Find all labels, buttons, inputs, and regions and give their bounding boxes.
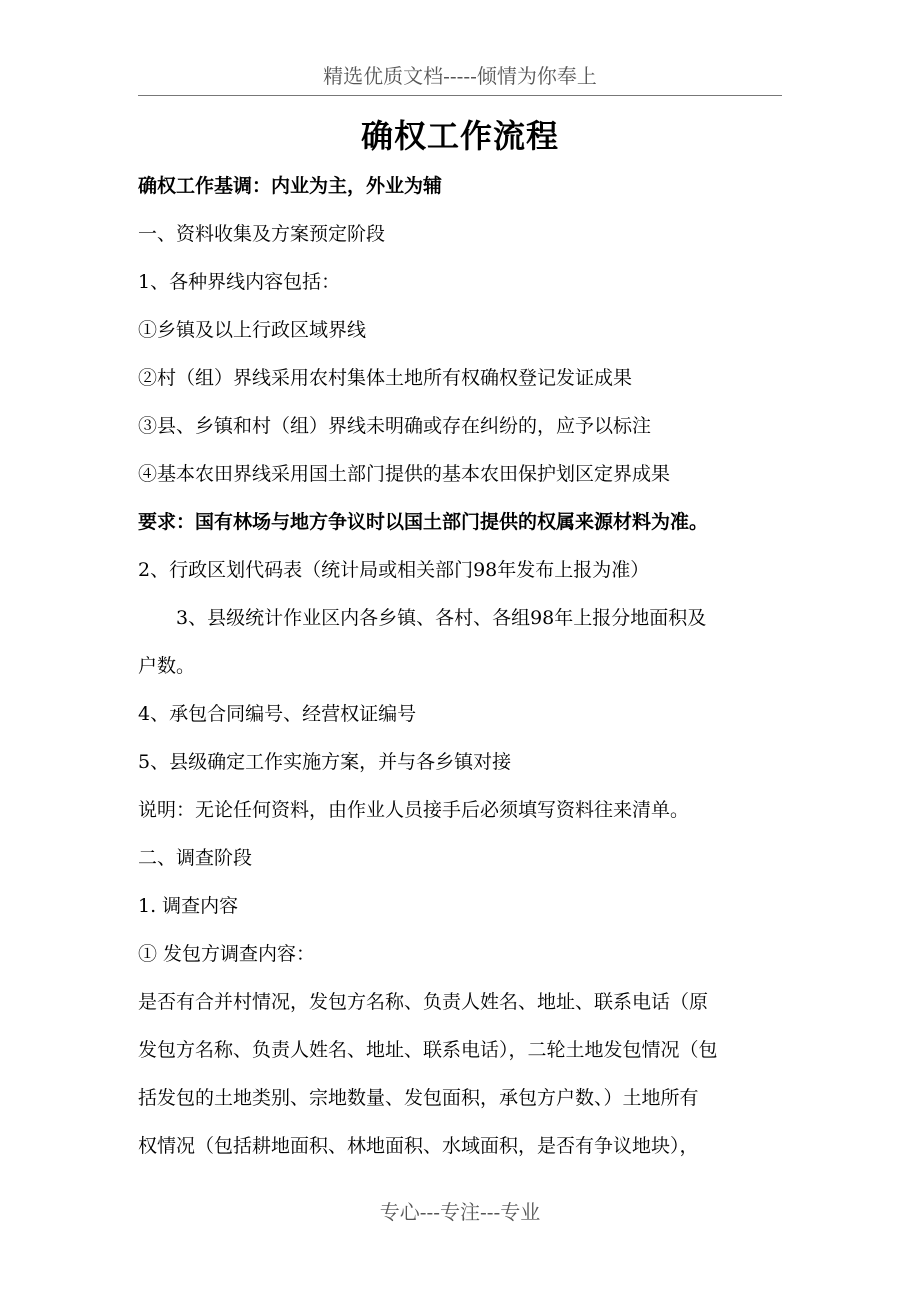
document-title: 确权工作流程: [360, 117, 559, 155]
tone-statement: 确权工作基调：内业为主，外业为辅: [138, 175, 443, 197]
note-statement: 说明：无论任何资料，由作业人员接手后必须填写资料往来清单。: [138, 799, 690, 821]
requirement-statement: 要求：国有林场与地方争议时以国土部门提供的权属来源材料为准。: [138, 511, 709, 533]
subsection-heading: 1. 调查内容: [138, 895, 239, 917]
list-item: 4、承包合同编号、经营权证编号: [138, 703, 417, 725]
paragraph-line: 发包方名称、负责人姓名、地址、联系电话），二轮土地发包情况（包: [138, 1039, 718, 1061]
paragraph-line: 是否有合并村情况，发包方名称、负责人姓名、地址、联系电话（原: [138, 991, 709, 1013]
list-item: ②村（组）界线采用农村集体土地所有权确权登记发证成果: [138, 367, 633, 389]
list-item: 2、行政区划代码表（统计局或相关部门98年发布上报为准）: [138, 559, 650, 581]
section-heading-1: 一、资料收集及方案预定阶段: [138, 223, 386, 245]
paragraph-line: 户数。: [138, 655, 196, 677]
list-item: ①乡镇及以上行政区域界线: [138, 319, 367, 341]
page-footer: 专心---专注---专业: [379, 1200, 541, 1224]
list-item: ③县、乡镇和村（组）界线未明确或存在纠纷的，应予以标注: [138, 415, 652, 437]
header-divider: [138, 95, 782, 96]
page-header: 精选优质文档-----倾情为你奉上: [323, 64, 597, 88]
list-item: 5、县级确定工作实施方案，并与各乡镇对接: [138, 751, 512, 773]
list-item: ① 发包方调查内容：: [138, 943, 316, 965]
list-item: 3、县级统计作业区内各乡镇、各村、各组98年上报分地面积及: [176, 607, 707, 629]
paragraph-line: 括发包的土地类别、宗地数量、发包面积，承包方户数、）土地所有: [138, 1087, 699, 1109]
document-body: [138, 162, 784, 1170]
list-item: ④基本农田界线采用国土部门提供的基本农田保护划区定界成果: [138, 463, 671, 485]
list-item: 1、各种界线内容包括：: [138, 271, 341, 293]
section-heading-2: 二、调查阶段: [138, 847, 253, 869]
paragraph-line: 权情况（包括耕地面积、林地面积、水域面积，是否有争议地块），: [138, 1135, 699, 1157]
